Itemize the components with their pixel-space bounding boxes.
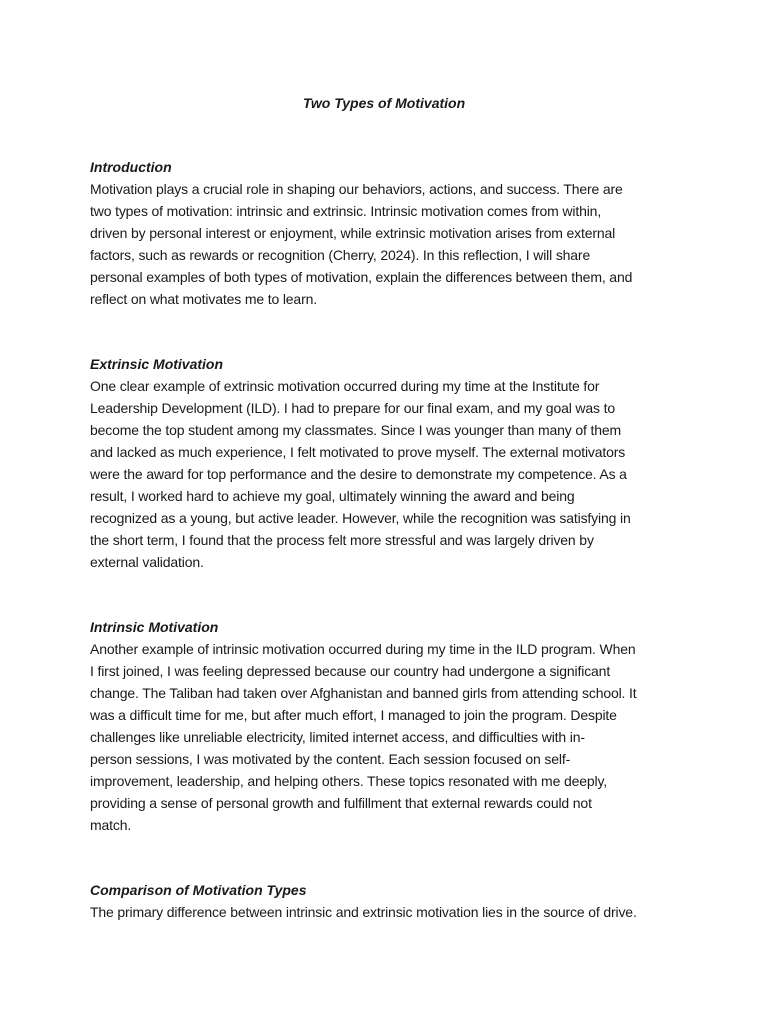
paragraph-line: recognized as a young, but active leader. However, while the recognition was satisfying in: [90, 510, 631, 526]
paragraph-line: One clear example of extrinsic motivation occurred during my time at the Institute for: [90, 378, 600, 394]
paragraph-line: was a difficult time for me, but after much effort, I managed to join the program. Despite: [90, 707, 617, 723]
section-heading: Comparison of Motivation Types: [90, 882, 307, 898]
paragraph-line: Leadership Development (ILD). I had to prepare for our final exam, and my goal was to: [90, 400, 615, 416]
section-comparison: [90, 879, 686, 923]
paragraph-line: The primary difference between intrinsic and extrinsic motivation lies in the source of drive.: [90, 904, 637, 920]
section-paragraph: [90, 375, 686, 573]
paragraph-line: providing a sense of personal growth and fulfillment that external rewards could not: [90, 795, 592, 811]
paragraph-line: and lacked as much experience, I felt motivated to prove myself. The external motivators: [90, 444, 626, 460]
paragraph-line: factors, such as rewards or recognition (Cherry, 2024). In this reflection, I will share: [90, 247, 591, 263]
paragraph-line: I first joined, I was feeling depressed because our country had undergone a significant: [90, 663, 611, 679]
section-heading: Intrinsic Motivation: [90, 619, 219, 635]
paragraph-line: reflect on what motivates me to learn.: [90, 291, 317, 307]
paragraph-line: driven by personal interest or enjoyment, while extrinsic motivation arises from external: [90, 225, 616, 241]
section-heading: Introduction: [90, 159, 172, 175]
paragraph-line: result, I worked hard to achieve my goal, ultimately winning the award and being: [90, 488, 575, 504]
paragraph-line: person sessions, I was motivated by the content. Each session focused on self-: [90, 751, 571, 767]
paragraph-line: two types of motivation: intrinsic and extrinsic. Intrinsic motivation comes from within,: [90, 203, 602, 219]
section-paragraph: [90, 178, 686, 310]
paragraph-line: external validation.: [90, 554, 204, 570]
paragraph-line: personal examples of both types of motivation, explain the differences between them, and: [90, 269, 633, 285]
paragraph-line: challenges like unreliable electricity, limited internet access, and difficulties with in-: [90, 729, 585, 745]
paragraph-line: Motivation plays a crucial role in shaping our behaviors, actions, and success. There are: [90, 181, 623, 197]
section-extrinsic-motivation: [90, 353, 686, 573]
paragraph-line: were the award for top performance and the desire to demonstrate my competence. As a: [90, 466, 627, 482]
paragraph-line: the short term, I found that the process felt more stressful and was largely driven by: [90, 532, 594, 548]
section-paragraph: [90, 638, 686, 836]
section-paragraph: [90, 901, 686, 923]
section-intrinsic-motivation: [90, 616, 686, 836]
section-introduction: [90, 156, 686, 310]
paragraph-line: Another example of intrinsic motivation occurred during my time in the ILD program. When: [90, 641, 636, 657]
section-heading: Extrinsic Motivation: [90, 356, 224, 372]
paragraph-line: improvement, leadership, and helping others. These topics resonated with me deeply,: [90, 773, 608, 789]
paragraph-line: change. The Taliban had taken over Afghanistan and banned girls from attending school. It: [90, 685, 637, 701]
paragraph-line: become the top student among my classmates. Since I was younger than many of them: [90, 422, 622, 438]
paragraph-line: match.: [90, 817, 132, 833]
document-title: Two Types of Motivation: [302, 95, 466, 111]
